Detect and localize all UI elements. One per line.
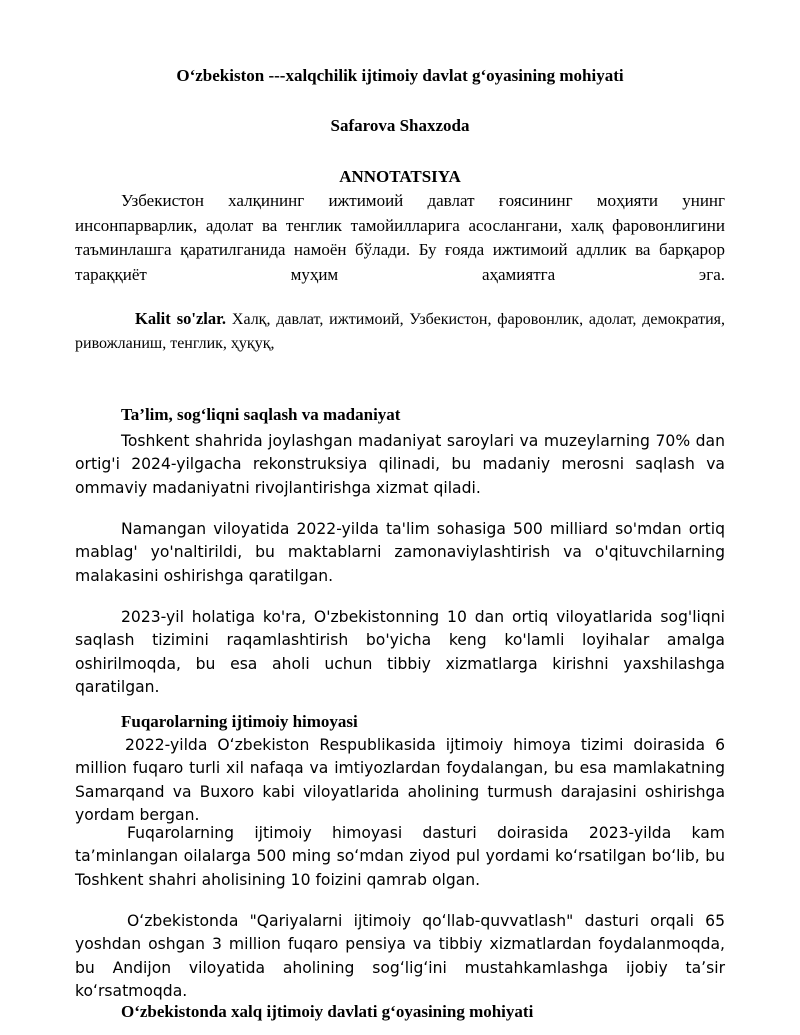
section-heading: Ta’lim, sogʻliqni saqlash va madaniyat [121, 405, 401, 424]
body-paragraph [75, 606, 725, 699]
section-heading: Oʻzbekistonda xalq ijtimoiy davlati gʻoyasining mohiyati [121, 1002, 534, 1021]
paragraph-text: 2023-yil holatiga ko'ra, O'zbekistonning 10 dan ortiq viloyatlarida sog'liqni saqlash tizimini raqamlashtirish bo'yicha keng ko'lamli loyihalar amalga oshirilmoqda, bu esa aholi uchun tibbiy xizmatlarga kirishni yaxshilashga qaratilgan. [75, 608, 725, 696]
paragraph-text: Namangan viloyatida 2022-yilda ta'lim sohasiga 500 milliard so'mdan ortiq mablag' yo'naltirildi, bu maktablarni zamonaviylashtirish va o'qituvchilarning malakasini oshirishga qaratilgan. [75, 520, 725, 585]
annotation-body [75, 189, 725, 288]
keywords-label: Kalit so'zlar. [135, 309, 227, 328]
paragraph-text: Toshkent shahrida joylashgan madaniyat saroylari va muzeylarning 70% dan ortig'i 2024-yilgacha rekonstruksiya qilinadi, bu madaniy merosni saqlash va ommaviy madaniyatni rivojlantirishga xizmat qiladi. [75, 432, 725, 497]
annotation-heading: ANNOTATSIYA [339, 167, 461, 186]
body-paragraph [75, 734, 725, 827]
author-name: Safarova Shaxzoda [330, 116, 470, 135]
paragraph-text: Fuqarolarning ijtimoiy himoyasi dasturi doirasida 2023-yilda kam ta’minlangan oilalarga 500 ming soʻmdan ziyod pul yordami koʻrsatilgan boʻlib, bu Toshkent shahri aholisining 10 foizini qamrab olgan. [75, 824, 725, 889]
paragraph-text: Oʻzbekistonda "Qariyalarni ijtimoiy qoʻllab-quvvatlash" dasturi orqali 65 yoshdan oshgan 3 million fuqaro pensiya va tibbiy xizmatlardan foydalanmoqda, bu Andijon viloyatida aholining sogʻligʻini mustahkamlashga ijobiy taʼsir koʻrsatmoqda. [75, 912, 725, 1000]
keywords-text: Халқ, давлат, ижтимоий, Узбекистон, фаровонлик, адолат, демократия, ривожланиш, тенглик, ҳуқуқ, [75, 311, 725, 352]
body-paragraph [75, 910, 725, 1003]
body-paragraph [75, 518, 725, 588]
annotation-text: Узбекистон халқининг ижтимоий давлат ғоясининг моҳияти унинг инсонпарварлик, адолат ва тенглик тамойилларига асослангани, халқ фаровонлигини таъминлашга қаратилганида намоён бўлади. Бу ғояда ижтимоий адллик ва барқарор тараққиёт муҳим аҳамиятга эга. [75, 191, 725, 285]
body-paragraph [75, 430, 725, 500]
paper-title: Oʻzbekiston ---xalqchilik ijtimoiy davlat gʻoyasining mohiyati [176, 66, 624, 85]
body-paragraph [75, 822, 725, 892]
paragraph-text: 2022-yilda Oʻzbekiston Respublikasida ijtimoiy himoya tizimi doirasida 6 million fuqaro turli xil nafaqa va imtiyozlardan foydalangan, bu esa mamlakatning Samarqand va Buxoro kabi viloyatlarida aholining turmush darajasini oshirishga yordam bergan. [75, 736, 725, 824]
keywords-paragraph [75, 307, 725, 356]
section-heading: Fuqarolarning ijtimoiy himoyasi [121, 712, 358, 731]
